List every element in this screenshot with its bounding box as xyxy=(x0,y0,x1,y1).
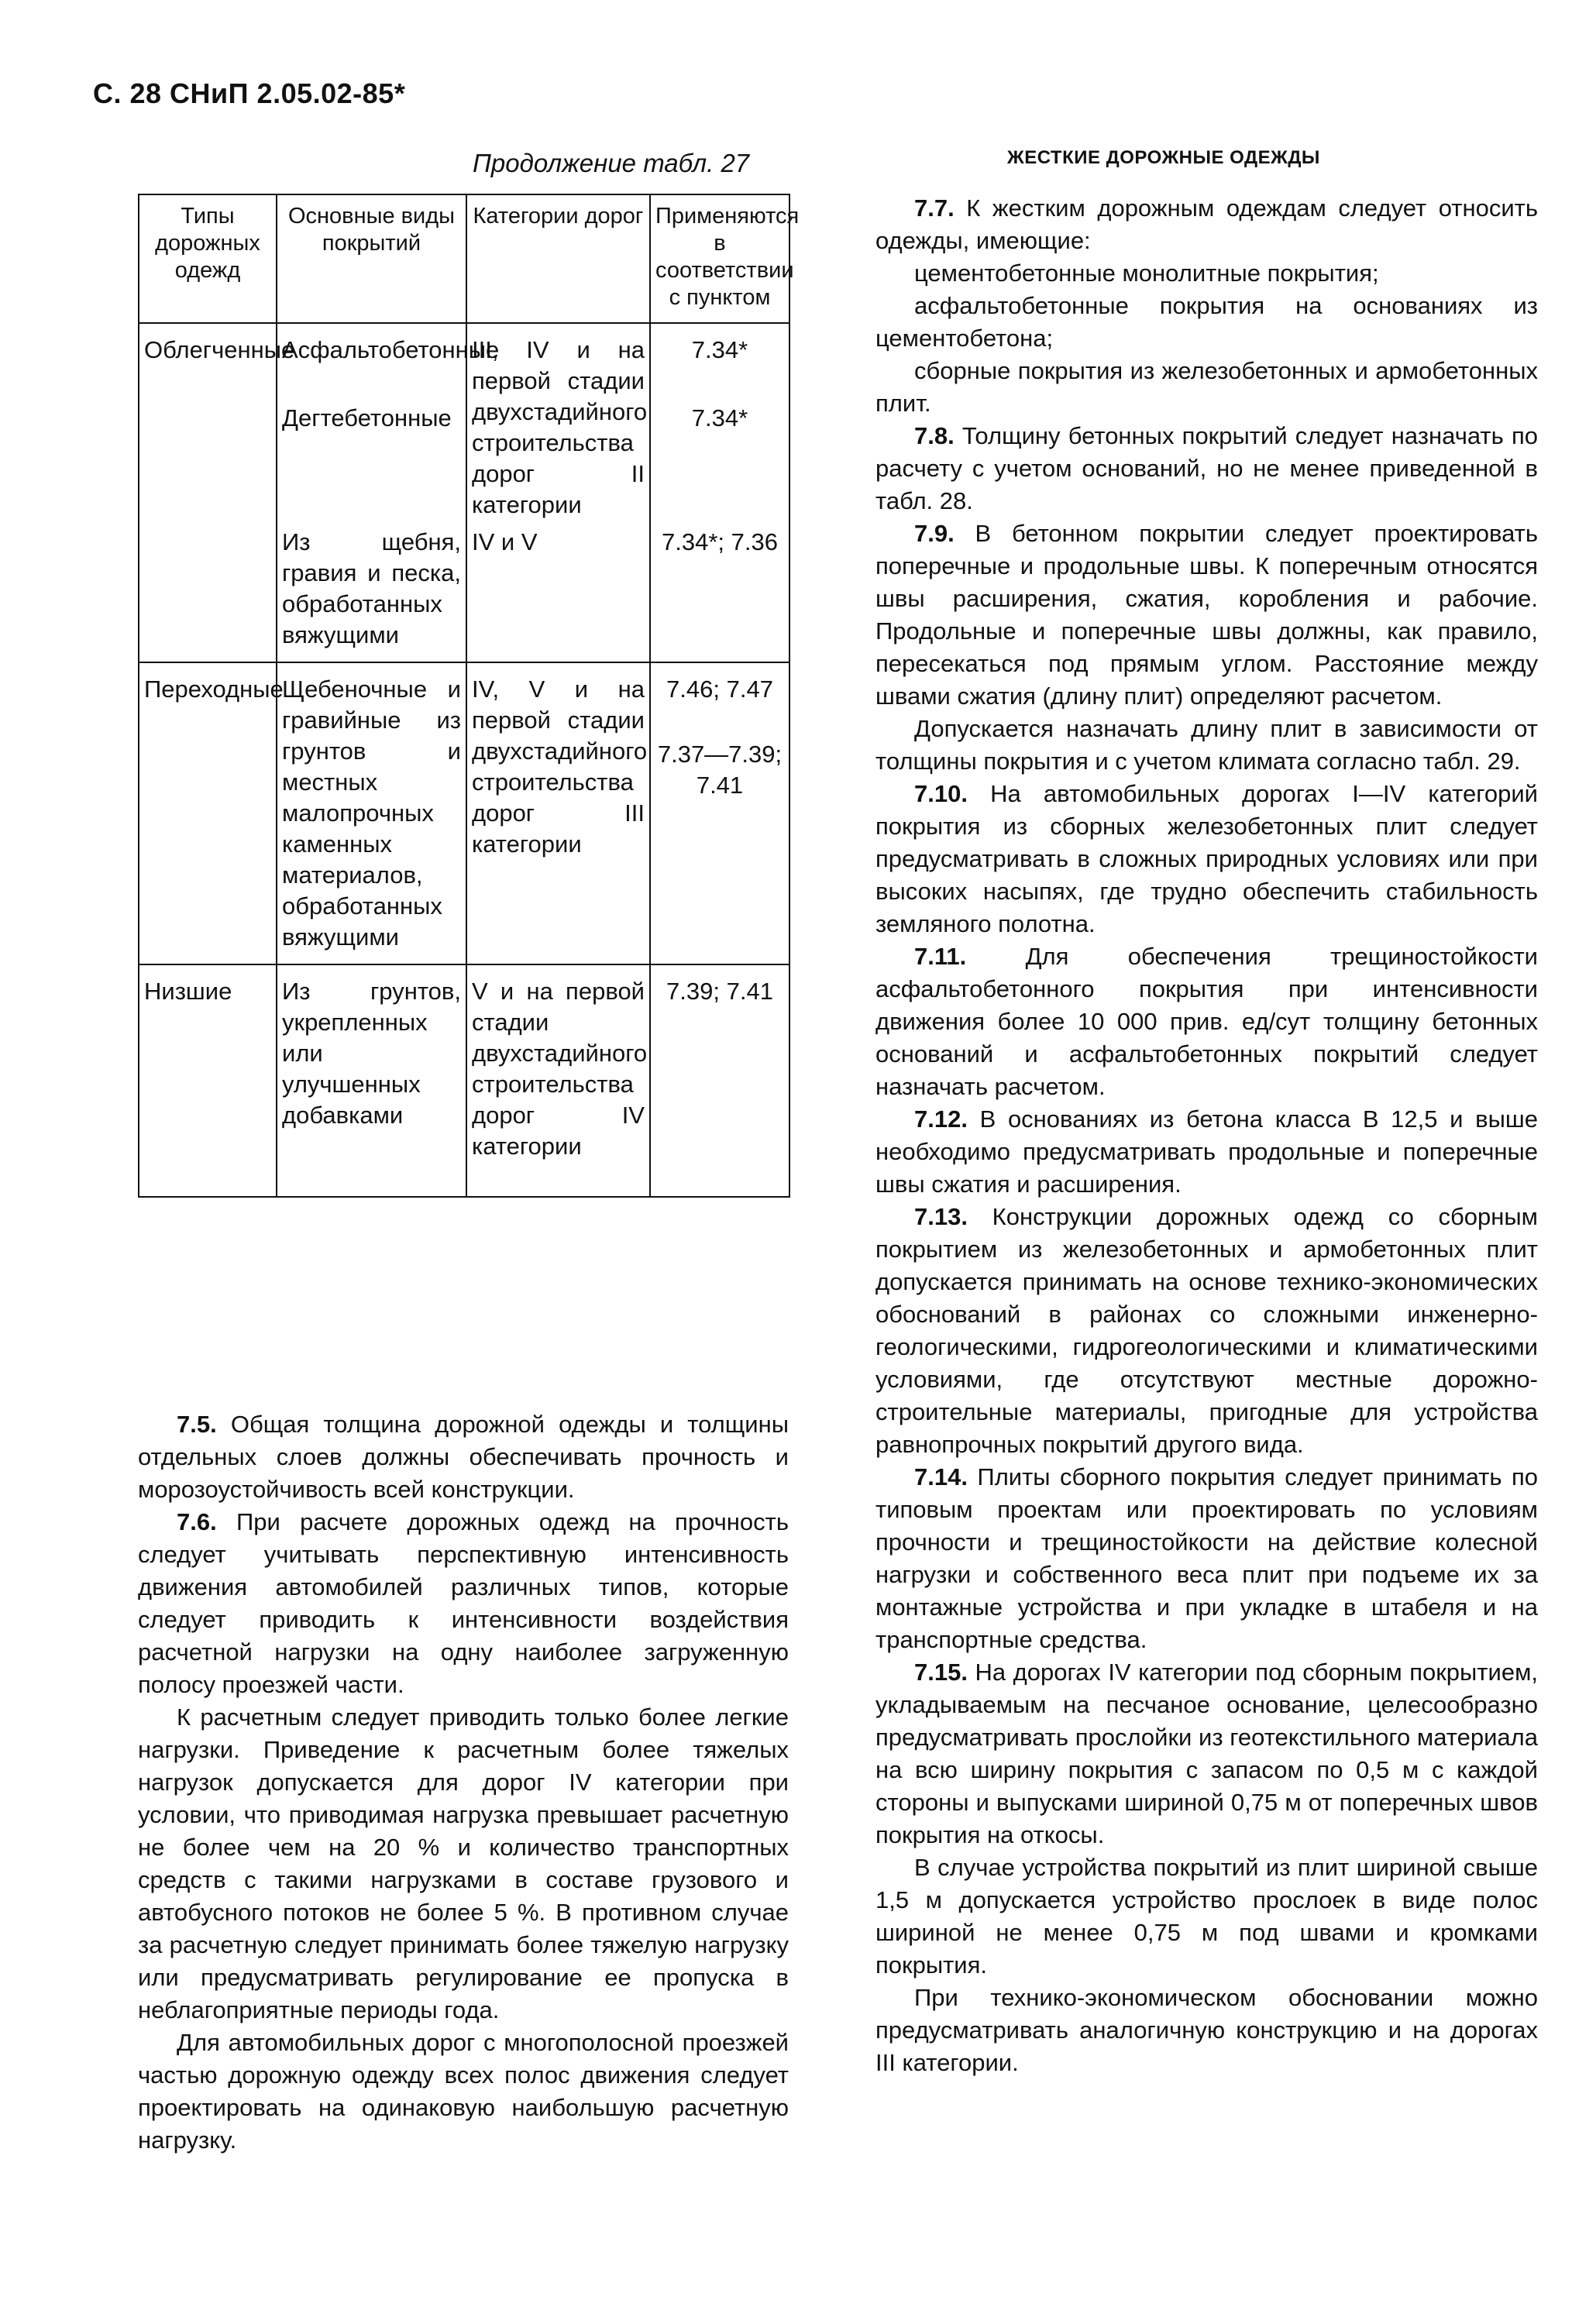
clause-text: Для обеспечения трещиностойкости асфальтобетонного покрытия при интенсивности движения более 10 000 прив. ед/сут толщину бетонных оснований и асфальтобетонных покрытий следует назначать расчетом. xyxy=(875,943,1538,1100)
cell-surface: Щебеночные и гравийные из грунтов и местных малопрочных каменных материалов, обработанных вяжущими xyxy=(277,662,466,964)
clause-number: 7.10. xyxy=(914,780,968,807)
clause-number: 7.8. xyxy=(914,422,955,449)
header-clause-ref: Применяются в соответствии с пунктом xyxy=(650,194,789,323)
cell-surface: Асфальтобетонные xyxy=(277,323,466,384)
paragraph-7-14 xyxy=(875,1461,1538,1656)
clause-number: 7.12. xyxy=(914,1105,968,1133)
cell-ref xyxy=(650,662,789,964)
table-caption: Продолжение табл. 27 xyxy=(473,149,750,177)
section-heading: ЖЕСТКИЕ ДОРОЖНЫЕ ОДЕЖДЫ xyxy=(1007,147,1320,168)
page-header: С. 28 СНиП 2.05.02-85* xyxy=(93,77,406,109)
left-column xyxy=(138,1408,789,2157)
paragraph-7-6-c: Для автомобильных дорог с многополосной проезжей частью дорожную одежду всех полос движения следует проектировать на одинаковую наибольшую расчетную нагрузку. xyxy=(138,2029,789,2154)
cell-type: Низшие xyxy=(139,964,277,1197)
paragraph-7-6-b: К расчетным следует приводить только более легкие нагрузки. Приведение к расчетным более тяжелых нагрузок допускается для дорог IV категории при условии, что приводимая нагрузка превышает расчетную не более чем на 20 % и количество транспортных средств с такими нагрузками в составе грузового и автобусного потоков не более 5 %. В противном случае за расчетную следует принимать более тяжелую нагрузку или предусматривать регулирование ее пропуска в неблагоприятные периоды года. xyxy=(138,1703,789,2023)
cell-surface: Из грунтов, укрепленных или улучшенных добавками xyxy=(277,964,466,1197)
paragraph-7-15-c: При технико-экономическом обосновании можно предусматривать аналогичную конструкцию и на дорогах III категории. xyxy=(875,1984,1538,2076)
clause-number: 7.6. xyxy=(177,1508,217,1535)
cell-ref: 7.39; 7.41 xyxy=(650,964,789,1197)
paragraph-7-9-b: Допускается назначать длину плит в зависимости от толщины покрытия и с учетом климата согласно табл. 29. xyxy=(875,715,1538,775)
ref-line: 7.37—7.39; 7.41 xyxy=(657,741,783,799)
cell-type: Переходные xyxy=(139,662,277,964)
header-surface-kind: Основные виды покрытий xyxy=(277,194,466,323)
paragraph-7-13 xyxy=(875,1201,1538,1461)
cell-type: Облегченные xyxy=(139,323,277,662)
table-row xyxy=(139,964,789,1197)
cell-category: III, IV и на первой стадии двухстадийного строительства дорог II категории xyxy=(466,323,650,524)
table-row xyxy=(139,662,789,964)
paragraph-7-8 xyxy=(875,420,1538,517)
paragraph-7-5 xyxy=(138,1408,789,1506)
clause-text: Плиты сборного покрытия следует принимать по типовым проектам или проектировать по условиям прочности и трещиностойкости на действие колесной нагрузки и собственного веса плит при подъеме их за монтажные устройства и при укладке в штабеля и на транспортные средства. xyxy=(875,1463,1538,1653)
paragraph-7-12 xyxy=(875,1103,1538,1201)
header-pavement-type: Типы дорожных одежд xyxy=(139,194,277,323)
paragraph-7-10 xyxy=(875,778,1538,940)
list-item: сборные покрытия из железобетонных и армобетонных плит. xyxy=(875,357,1538,417)
right-column xyxy=(875,192,1538,2079)
clause-number: 7.7. xyxy=(914,194,955,222)
list-item: асфальтобетонные покрытия на основаниях из цементобетона; xyxy=(875,292,1538,352)
table-header-row xyxy=(139,194,789,323)
clause-text: Общая толщина дорожной одежды и толщины отдельных слоев должны обеспечивать прочность и морозоустойчивость всей конструкции. xyxy=(138,1411,789,1503)
cell-ref: 7.34* xyxy=(650,384,789,524)
cell-category: V и на первой стадии двухстадийного строительства дорог IV категории xyxy=(466,964,650,1197)
ref-line: 7.46; 7.47 xyxy=(666,676,773,703)
clause-number: 7.11. xyxy=(914,943,967,970)
clause-text: На автомобильных дорогах I—IV категорий покрытия из сборных железобетонных плит следует предусматривать в сложных природных условиях или при высоких насыпях, где трудно обеспечить стабильность земляного полотна. xyxy=(875,780,1538,937)
cell-category: IV, V и на первой стадии двухстадийного строительства дорог III категории xyxy=(466,662,650,964)
clause-text: Толщину бетонных покрытий следует назначать по расчету с учетом оснований, но не менее приведенной в табл. 28. xyxy=(875,422,1538,514)
cell-category: IV и V xyxy=(466,524,650,662)
cell-surface: Из щебня, гравия и песка, обработанных вяжущими xyxy=(277,524,466,662)
paragraph-7-7 xyxy=(875,192,1538,257)
paragraph-7-9 xyxy=(875,517,1538,713)
list-item: цементобетонные монолитные покрытия; xyxy=(914,260,1379,287)
clause-number: 7.13. xyxy=(914,1203,968,1230)
cell-ref: 7.34* xyxy=(650,323,789,384)
clause-text: В основаниях из бетона класса В 12,5 и выше необходимо предусматривать продольные и поперечные швы сжатия и расширения. xyxy=(875,1105,1538,1198)
paragraph-7-15-b: В случае устройства покрытий из плит шириной свыше 1,5 м допускается устройство прослоек в виде полос шириной не менее 0,75 м под швами и кромками покрытия. xyxy=(875,1854,1538,1978)
cell-surface: Дегтебетонные xyxy=(277,384,466,524)
clause-number: 7.15. xyxy=(914,1659,968,1686)
clause-text: Конструкции дорожных одежд со сборным покрытием из железобетонных и армобетонных плит допускается принимать на основе технико-экономических обоснований в районах со сложными инженерно-геологическими, гидрогеологическими и климатическими условиями, где отсутствуют местные дорожно-строительные материалы, пригодные для устройства равнопрочных покрытий другого вида. xyxy=(875,1203,1538,1458)
clause-text: В бетонном покрытии следует проектировать поперечные и продольные швы. К поперечным относятся швы расширения, сжатия, коробления и рабочие. Продольные и поперечные швы должны, как правило, пересекаться под прямым углом. Расстояние между швами сжатия (длину плит) определяют расчетом. xyxy=(875,520,1538,710)
paragraph-7-11 xyxy=(875,940,1538,1103)
clause-text: При расчете дорожных одежд на прочность следует учитывать перспективную интенсивность движения автомобилей различных типов, которые следует приводить к интенсивности воздействия расчетной нагрузки на одну наиболее загруженную полосу проезжей части. xyxy=(138,1508,789,1698)
clause-text: К жестким дорожным одеждам следует относить одежды, имеющие: xyxy=(875,194,1538,254)
table-row xyxy=(139,323,789,384)
clause-number: 7.14. xyxy=(914,1463,968,1490)
cell-ref: 7.34*; 7.36 xyxy=(650,524,789,662)
paragraph-7-6 xyxy=(138,1506,789,1701)
paragraph-7-15 xyxy=(875,1656,1538,1851)
clause-number: 7.5. xyxy=(177,1411,217,1438)
clause-text: На дорогах IV категории под сборным покрытием, укладываемым на песчаное основание, целесообразно предусматривать прослойки из геотекстильного материала на всю ширину покрытия с запасом по 0,5 м с каждой стороны и выпусками шириной 0,75 м от поперечных швов покрытия на откосы. xyxy=(875,1659,1538,1848)
pavement-types-table xyxy=(138,194,800,1198)
clause-number: 7.9. xyxy=(914,520,955,547)
header-road-category: Категории дорог xyxy=(466,194,650,323)
